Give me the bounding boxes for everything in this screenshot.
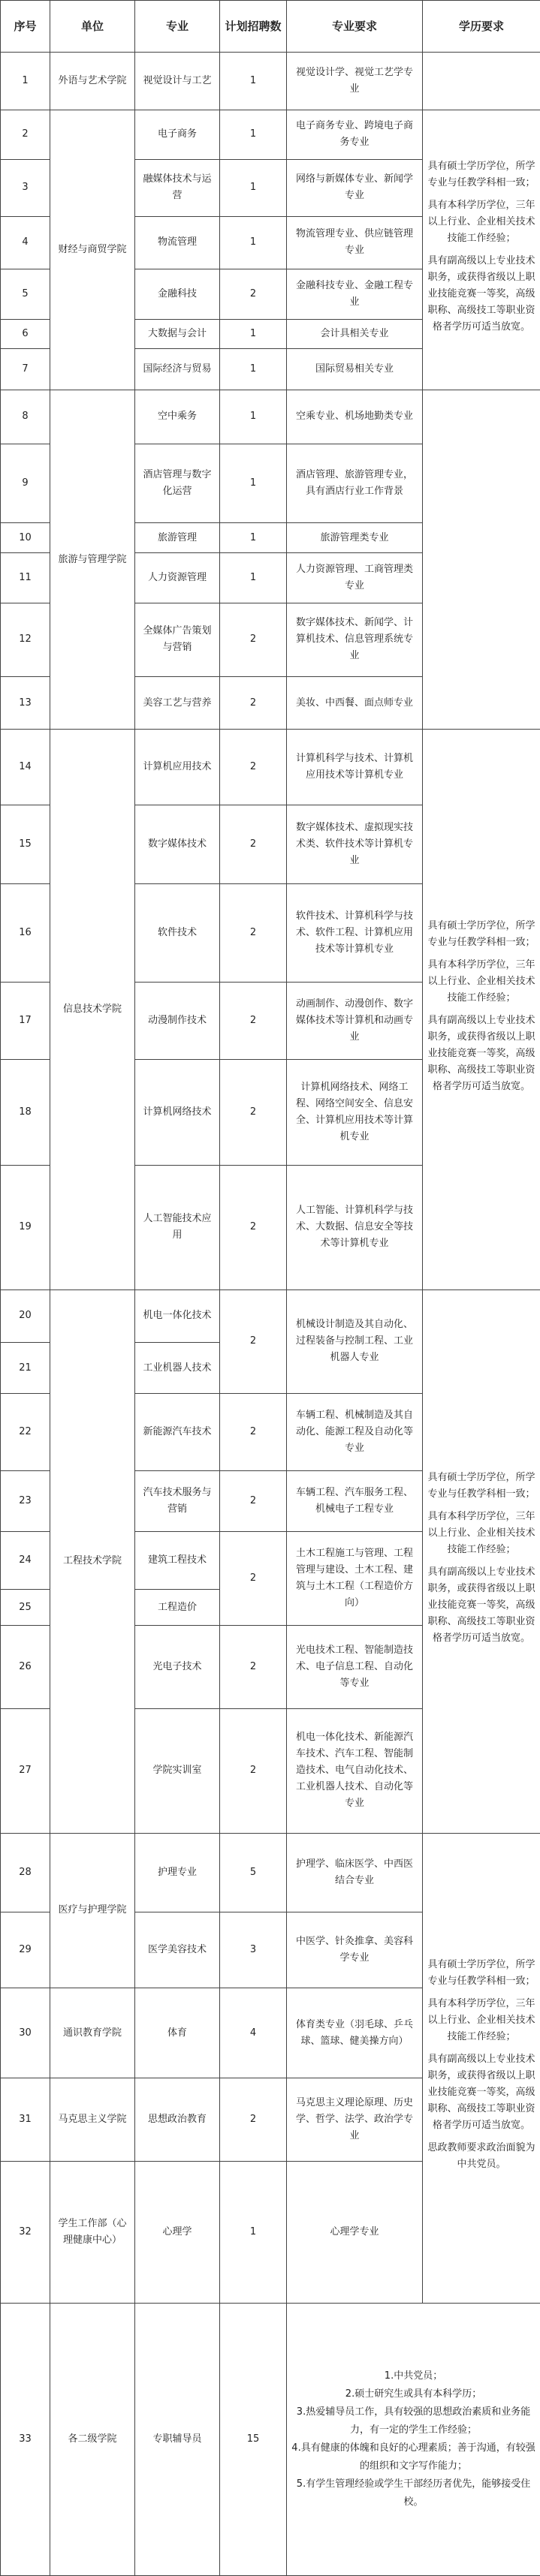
header-row: [1, 1, 540, 53]
row-requirement: 机电一体化技术、新能源汽车技术、汽车工程、智能制造技术、电气自动化技术、工业机器人技术、自动化等专业: [287, 1708, 423, 1833]
row-major: 机电一体化技术: [135, 1290, 220, 1342]
row-requirement: 人工智能、计算机科学与技术、大数据、信息安全等技术等计算机专业: [287, 1165, 423, 1290]
row-count: 2: [220, 1626, 287, 1709]
row-no: 33: [1, 2303, 50, 2576]
table-row: [1, 390, 540, 444]
row-no: 32: [1, 2161, 50, 2303]
education-item: 具有硕士学历学位，所学专业与任教学科相一致；: [427, 1959, 535, 1988]
row-no: 21: [1, 1343, 50, 1394]
row-count: 2: [220, 603, 287, 676]
education-item: 具有硕士学历学位，所学专业与任教学科相一致；: [427, 160, 535, 188]
row-requirement: 美妆、中西餐、面点师专业: [287, 676, 423, 729]
row-requirement: 光电技术工程、智能制造技术、电子信息工程、自动化等专业: [287, 1626, 423, 1709]
row-count: 1: [220, 444, 287, 523]
row-requirement: 旅游管理类专业: [287, 523, 423, 553]
row-requirement: 金融科技专业、金融工程专业: [287, 269, 423, 320]
header-requirement: 专业要求: [287, 1, 423, 53]
requirement-line: 1.中共党员；: [384, 2370, 443, 2382]
row-unit: 旅游与管理学院: [50, 390, 135, 729]
row-unit: 外语与艺术学院: [50, 53, 135, 110]
row-major: 体育: [135, 1988, 220, 2078]
row-unit: 工程技术学院: [50, 1290, 135, 1833]
row-count: 2: [220, 884, 287, 983]
row-count: 1: [220, 53, 287, 110]
row-requirement: 马克思主义理论原理、历史学、哲学、法学、政治学专业: [287, 2078, 423, 2162]
row-count: 1: [220, 553, 287, 603]
header-major: 专业: [135, 1, 220, 53]
requirement-line: 2.硕士研究生或具有本科学历；: [345, 2388, 482, 2400]
row-count: 1: [220, 348, 287, 390]
row-no: 30: [1, 1988, 50, 2078]
education-item: 具有硕士学历学位，所学专业与任教学科相一致；: [427, 920, 535, 949]
row-count: 2: [220, 730, 287, 805]
row-no: 31: [1, 2078, 50, 2162]
row-count: 1: [220, 319, 287, 348]
row-requirement: 人力资源管理、工商管理类专业: [287, 553, 423, 603]
row-major: 全媒体广告策划与营销: [135, 603, 220, 676]
row-requirement: 车辆工程、机械制造及其自动化、能源工程及自动化等专业: [287, 1394, 423, 1471]
row-count: 1: [220, 216, 287, 269]
row-major: 学院实训室: [135, 1708, 220, 1833]
row-no: 6: [1, 319, 50, 348]
row-requirement: 网络与新媒体专业、新闻学专业: [287, 160, 423, 216]
row-count: 2: [220, 983, 287, 1060]
row-count: 2: [220, 2078, 287, 2162]
row-requirement: 国际贸易相关专业: [287, 348, 423, 390]
row-no: 8: [1, 390, 50, 444]
row-no: 15: [1, 805, 50, 884]
row-unit: 各二级学院: [50, 2303, 135, 2576]
row-no: 20: [1, 1290, 50, 1342]
education-item: 具有副高级以上专业技术职务，或获得省级以上职业技能竞赛一等奖，高级职称、高级技工等职业资格者学历可适当放宽。: [427, 254, 535, 333]
row-no: 16: [1, 884, 50, 983]
row-count: 3: [220, 1912, 287, 1988]
row-unit: 马克思主义学院: [50, 2078, 135, 2162]
row-count: 15: [220, 2303, 287, 2576]
row-no: 7: [1, 348, 50, 390]
row-no: 4: [1, 216, 50, 269]
row-requirement: 物流管理专业、供应链管理专业: [287, 216, 423, 269]
row-no: 28: [1, 1833, 50, 1912]
row-major: 融媒体技术与运营: [135, 160, 220, 216]
row-requirement: 土木工程施工与管理、工程管理与建设、土木工程、建筑与土木工程（工程造价方向）: [287, 1531, 423, 1626]
row-no: 11: [1, 553, 50, 603]
row-unit: 财经与商贸学院: [50, 110, 135, 390]
row-requirement: 护理学、临床医学、中西医结合专业: [287, 1833, 423, 1912]
row-no: 3: [1, 160, 50, 216]
table-row: [1, 730, 540, 805]
header-no: 序号: [1, 1, 50, 53]
education-requirement-4: [423, 1833, 540, 2303]
row-no: 17: [1, 983, 50, 1060]
row-major: 电子商务: [135, 110, 220, 160]
education-item: 具有本科学历学位，三年以上行业、企业相关技术技能工作经验；: [427, 1511, 535, 1556]
row-major: 酒店管理与数字化运营: [135, 444, 220, 523]
row-no: 5: [1, 269, 50, 320]
education-requirement-1: [423, 110, 540, 390]
row-major: 动漫制作技术: [135, 983, 220, 1060]
row-count: 1: [220, 390, 287, 444]
row-major: 计算机网络技术: [135, 1060, 220, 1166]
row-major: 空中乘务: [135, 390, 220, 444]
row-requirement: 机械设计制造及其自动化、过程装备与控制工程、工业机器人专业: [287, 1290, 423, 1393]
row-no: 24: [1, 1531, 50, 1590]
row-major: 汽车技术服务与营销: [135, 1471, 220, 1531]
requirement-line: 4.具有健康的体魄和良好的心理素质；善于沟通，有较强的组织和文字写作能力；: [291, 2442, 535, 2472]
row-major: 国际经济与贸易: [135, 348, 220, 390]
row-requirement: 车辆工程、汽车服务工程、机械电子工程专业: [287, 1471, 423, 1531]
header-unit: 单位: [50, 1, 135, 53]
row-requirement: 计算机网络技术、网络工程、网络空间安全、信息安全、计算机应用技术等计算机专业: [287, 1060, 423, 1166]
row-major: 旅游管理: [135, 523, 220, 553]
row-major: 建筑工程技术: [135, 1531, 220, 1590]
row-major: 人工智能技术应用: [135, 1165, 220, 1290]
row-unit: 信息技术学院: [50, 730, 135, 1290]
row-count: 2: [220, 1531, 287, 1626]
row-no: 9: [1, 444, 50, 523]
education-item: 具有副高级以上专业技术职务，或获得省级以上职业技能竞赛一等奖，高级职称、高级技工等职业资格者学历可适当放宽。: [427, 1566, 535, 1645]
requirement-line: 5.有学生管理经验或学生干部经历者优先，能够接受住校。: [296, 2478, 531, 2508]
row-no: 27: [1, 1708, 50, 1833]
row-requirement: 体育类专业（羽毛球、乒乓球、篮球、健美操方向）: [287, 1988, 423, 2078]
row-major: 大数据与会计: [135, 319, 220, 348]
row-count: 4: [220, 1988, 287, 2078]
header-count: 计划招聘数: [220, 1, 287, 53]
row-requirement: 心理学专业: [287, 2161, 423, 2303]
row-requirement: 动画制作、动漫创作、数字媒体技术等计算机和动画专业: [287, 983, 423, 1060]
row-requirement: 视觉设计学、视觉工艺学专业: [287, 53, 423, 110]
row-no: 18: [1, 1060, 50, 1166]
education-item: 具有本科学历学位，三年以上行业、企业相关技术技能工作经验；: [427, 959, 535, 1004]
row-education: [423, 53, 540, 110]
row-no: 23: [1, 1471, 50, 1531]
row-major: 计算机应用技术: [135, 730, 220, 805]
education-requirement-3: [423, 1290, 540, 1833]
row-count: 2: [220, 676, 287, 729]
row-no: 22: [1, 1394, 50, 1471]
row-count: 1: [220, 110, 287, 160]
education-item: 具有硕士学历学位，所学专业与任教学科相一致；: [427, 1472, 535, 1500]
row-unit: 医疗与护理学院: [50, 1833, 135, 1988]
row-major: 美容工艺与营养: [135, 676, 220, 729]
row-major: 金融科技: [135, 269, 220, 320]
row-no: 10: [1, 523, 50, 553]
row-requirement: 软件技术、计算机科学与技术、软件工程、计算机应用技术等计算机专业: [287, 884, 423, 983]
row-education: [423, 390, 540, 729]
row-major: 人力资源管理: [135, 553, 220, 603]
row-major: 专职辅导员: [135, 2303, 220, 2576]
table-row: [1, 53, 540, 110]
row-count: 2: [220, 1471, 287, 1531]
row-no: 26: [1, 1626, 50, 1709]
row-no: 12: [1, 603, 50, 676]
row-count: 2: [220, 1165, 287, 1290]
row-requirement: 中医学、针灸推拿、美容科学专业: [287, 1912, 423, 1988]
education-item: 具有本科学历学位，三年以上行业、企业相关技术技能工作经验；: [427, 199, 535, 244]
counselor-requirements: [287, 2303, 540, 2576]
row-no: 13: [1, 676, 50, 729]
row-count: 2: [220, 1394, 287, 1471]
row-unit: 通识教育学院: [50, 1988, 135, 2078]
row-count: 2: [220, 805, 287, 884]
row-requirement: 空乘专业、机场地勤类专业: [287, 390, 423, 444]
row-requirement: 会计具相关专业: [287, 319, 423, 348]
row-major: 新能源汽车技术: [135, 1394, 220, 1471]
row-count: 1: [220, 523, 287, 553]
row-count: 2: [220, 1708, 287, 1833]
education-item: 具有本科学历学位，三年以上行业、企业相关技术技能工作经验；: [427, 1998, 535, 2043]
table-row: [1, 2303, 540, 2576]
row-major: 软件技术: [135, 884, 220, 983]
row-count: 2: [220, 269, 287, 320]
row-no: 1: [1, 53, 50, 110]
row-count: 1: [220, 2161, 287, 2303]
row-requirement: 电子商务专业、跨境电子商务专业: [287, 110, 423, 160]
education-item: 具有副高级以上专业技术职务，或获得省级以上职业技能竞赛一等奖，高级职称、高级技工等职业资格者学历可适当放宽。: [427, 1015, 535, 1093]
row-major: 医学美容技术: [135, 1912, 220, 1988]
row-requirement: 数字媒体技术、虚拟现实技术类、软件技术等计算机专业: [287, 805, 423, 884]
row-no: 25: [1, 1590, 50, 1626]
row-no: 2: [1, 110, 50, 160]
table-row: [1, 1290, 540, 1342]
row-major: 工业机器人技术: [135, 1343, 220, 1394]
table-row: [1, 1833, 540, 1912]
row-major: 数字媒体技术: [135, 805, 220, 884]
row-requirement: 计算机科学与技术、计算机应用技术等计算机专业: [287, 730, 423, 805]
row-major: 心理学: [135, 2161, 220, 2303]
education-item: 思政教师要求政治面貌为中共党员。: [427, 2142, 535, 2171]
row-major: 视觉设计与工艺: [135, 53, 220, 110]
row-count: 2: [220, 1060, 287, 1166]
header-education: 学历要求: [423, 1, 540, 53]
row-no: 19: [1, 1165, 50, 1290]
row-count: 5: [220, 1833, 287, 1912]
education-item: 具有副高级以上专业技术职务，或获得省级以上职业技能竞赛一等奖，高级职称、高级技工等职业资格者学历可适当放宽。: [427, 2054, 535, 2132]
row-major: 工程造价: [135, 1590, 220, 1626]
requirement-line: 3.热爱辅导员工作，具有较强的思想政治素质和业务能力，有一定的学生工作经验；: [296, 2406, 531, 2436]
row-count: 2: [220, 1290, 287, 1393]
row-major: 光电子技术: [135, 1626, 220, 1709]
row-count: 1: [220, 160, 287, 216]
row-requirement: 酒店管理、旅游管理专业，具有酒店行业工作背景: [287, 444, 423, 523]
row-unit: 学生工作部（心理健康中心）: [50, 2161, 135, 2303]
row-major: 思想政治教育: [135, 2078, 220, 2162]
row-major: 物流管理: [135, 216, 220, 269]
education-requirement-2: [423, 730, 540, 1290]
row-requirement: 数字媒体技术、新闻学、计算机技术、信息管理系统专业: [287, 603, 423, 676]
row-no: 14: [1, 730, 50, 805]
row-no: 29: [1, 1912, 50, 1988]
row-major: 护理专业: [135, 1833, 220, 1912]
table-row: [1, 110, 540, 160]
